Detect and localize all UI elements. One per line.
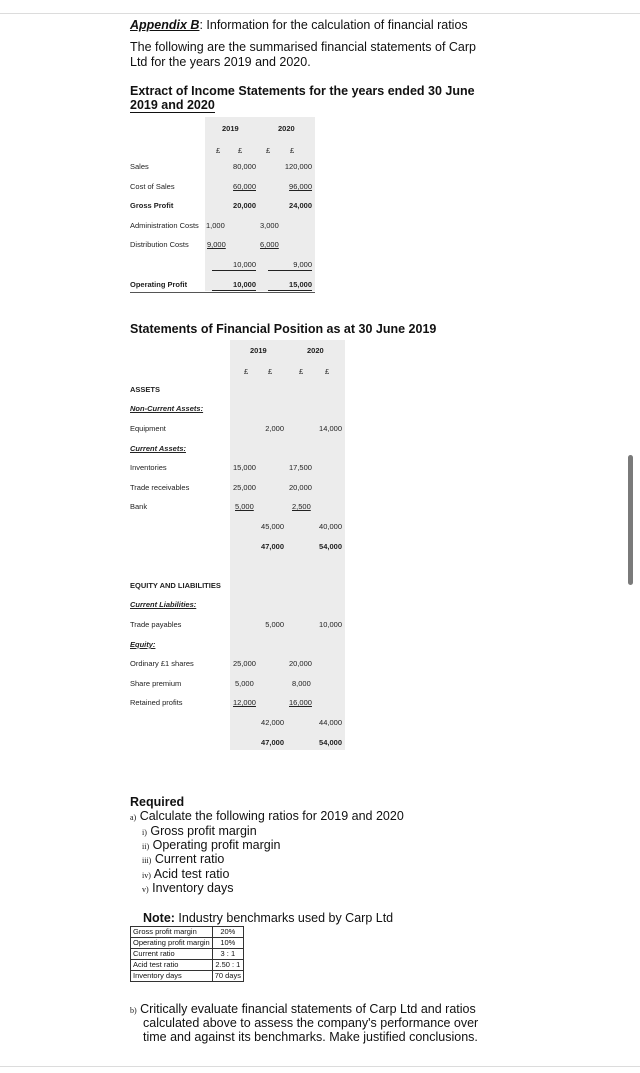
ratio-number: i) bbox=[142, 828, 147, 837]
ratio-number: iv) bbox=[142, 871, 151, 880]
sofp-equipment-2019: 2,000 bbox=[265, 424, 284, 433]
sofp-eq-total-2019: 42,000 bbox=[261, 718, 284, 727]
required-part-b bbox=[130, 1002, 476, 1016]
required-heading: Required bbox=[130, 795, 185, 809]
income-gp-2020: 24,000 bbox=[289, 201, 312, 210]
income-cos-2019: 60,000 bbox=[233, 182, 256, 191]
sofp-premium-2020: 8,000 bbox=[292, 679, 311, 688]
income-sales-2019: 80,000 bbox=[233, 162, 256, 171]
part-b-line-1: Critically evaluate financial statements of Carp Ltd and ratios bbox=[140, 1002, 476, 1016]
sofp-equipment-label: Equipment bbox=[130, 424, 166, 433]
income-admin-label: Administration Costs bbox=[130, 221, 199, 230]
sofp-premium-label: Share premium bbox=[130, 679, 182, 688]
sofp-current-heading: Current Assets: bbox=[130, 444, 186, 453]
sofp-ca-total-2020: 40,000 bbox=[319, 522, 342, 531]
income-title-line-2: 2019 and 2020 bbox=[130, 98, 215, 112]
income-costs-total-2019: 10,000 bbox=[212, 260, 256, 271]
sofp-currency-3: £ bbox=[299, 367, 304, 376]
ratio-number: iii) bbox=[142, 856, 152, 865]
income-cos-label: Cost of Sales bbox=[130, 182, 175, 191]
sofp-currency-4: £ bbox=[325, 367, 330, 376]
ratio-text: Inventory days bbox=[152, 881, 234, 895]
sofp-payables-2020: 10,000 bbox=[319, 620, 342, 629]
income-op-2020: 15,000 bbox=[268, 280, 312, 291]
sofp-receivables-label: Trade receivables bbox=[130, 483, 190, 492]
income-year-2020: 2020 bbox=[278, 124, 295, 133]
sofp-ca-total-2019: 45,000 bbox=[261, 522, 284, 531]
sofp-year-2020: 2020 bbox=[307, 346, 324, 355]
sofp-inventories-2019: 15,000 bbox=[233, 463, 256, 472]
benchmark-value: 10% bbox=[212, 938, 243, 949]
top-divider bbox=[0, 13, 640, 14]
income-sales-2020: 120,000 bbox=[284, 162, 312, 171]
part-b-number: b) bbox=[130, 1006, 137, 1015]
ratio-text: Acid test ratio bbox=[153, 867, 230, 881]
sofp-bank-2019: 5,000 bbox=[235, 502, 254, 511]
ratio-text: Current ratio bbox=[154, 852, 225, 866]
appendix-heading bbox=[130, 18, 468, 32]
part-a-number: a) bbox=[130, 813, 137, 822]
table-row bbox=[131, 949, 244, 960]
sofp-bank-label: Bank bbox=[130, 502, 148, 511]
sofp-receivables-2020: 20,000 bbox=[289, 483, 312, 492]
benchmark-value: 20% bbox=[212, 927, 243, 938]
appendix-label: Appendix B bbox=[130, 18, 200, 32]
table-row bbox=[131, 938, 244, 949]
sofp-receivables-2019: 25,000 bbox=[233, 483, 256, 492]
income-year-2019: 2019 bbox=[222, 124, 239, 133]
sofp-retained-2019: 12,000 bbox=[233, 698, 256, 707]
vertical-scrollbar[interactable] bbox=[628, 455, 633, 585]
income-dist-2020: 6,000 bbox=[260, 240, 279, 249]
ratio-item-1 bbox=[142, 824, 257, 838]
benchmark-table bbox=[130, 926, 244, 982]
sofp-bank-2020: 2,500 bbox=[292, 502, 311, 511]
required-part-a bbox=[130, 809, 404, 823]
benchmark-note bbox=[143, 911, 393, 925]
benchmark-value: 70 days bbox=[212, 971, 243, 982]
sofp-premium-2019: 5,000 bbox=[235, 679, 254, 688]
sofp-current-liab-heading: Current Liabilities: bbox=[130, 600, 197, 609]
part-b-line-2: calculated above to assess the company's performance over bbox=[143, 1016, 479, 1030]
sofp-currency-2: £ bbox=[268, 367, 273, 376]
sofp-equity-heading: Equity: bbox=[130, 640, 156, 649]
ratio-item-3 bbox=[142, 852, 224, 866]
sofp-year-2019: 2019 bbox=[250, 346, 267, 355]
sofp-el-total-2020: 54,000 bbox=[319, 738, 342, 747]
income-dist-2019: 9,000 bbox=[207, 240, 226, 249]
intro-line-2: Ltd for the years 2019 and 2020. bbox=[130, 55, 311, 69]
income-bottom-rule bbox=[130, 292, 315, 293]
income-currency-1: £ bbox=[216, 146, 221, 155]
sofp-eq-liab-heading: EQUITY AND LIABILITIES bbox=[130, 581, 221, 590]
sofp-shares-label: Ordinary £1 shares bbox=[130, 659, 194, 668]
bottom-divider bbox=[0, 1066, 640, 1067]
sofp-shares-2019: 25,000 bbox=[233, 659, 256, 668]
sofp-assets-heading: ASSETS bbox=[130, 385, 161, 394]
ratio-item-2 bbox=[142, 838, 280, 852]
ratio-text: Gross profit margin bbox=[150, 824, 257, 838]
note-label: Note: bbox=[143, 911, 175, 925]
sofp-assets-total-2020: 54,000 bbox=[319, 542, 342, 551]
income-op-label: Operating Profit bbox=[130, 280, 188, 289]
ratio-item-4 bbox=[142, 867, 229, 881]
benchmark-label: Operating profit margin bbox=[131, 938, 213, 949]
income-sales-label: Sales bbox=[130, 162, 149, 171]
sofp-currency-1: £ bbox=[244, 367, 249, 376]
sofp-eq-total-2020: 44,000 bbox=[319, 718, 342, 727]
part-a-text: Calculate the following ratios for 2019 and 2020 bbox=[139, 809, 404, 823]
benchmark-value: 3 : 1 bbox=[212, 949, 243, 960]
table-row bbox=[131, 971, 244, 982]
part-b-line-3: time and against its benchmarks. Make justified conclusions. bbox=[143, 1030, 478, 1044]
sofp-inventories-label: Inventories bbox=[130, 463, 167, 472]
income-costs-total-2020: 9,000 bbox=[268, 260, 312, 271]
sofp-non-current-heading: Non-Current Assets: bbox=[130, 404, 204, 413]
income-admin-2020: 3,000 bbox=[260, 221, 279, 230]
income-dist-label: Distribution Costs bbox=[130, 240, 189, 249]
ratio-item-5 bbox=[142, 881, 233, 895]
benchmark-label: Current ratio bbox=[131, 949, 213, 960]
sofp-assets-total-2019: 47,000 bbox=[261, 542, 284, 551]
table-row bbox=[131, 960, 244, 971]
ratio-number: ii) bbox=[142, 842, 150, 851]
intro-line-1: The following are the summarised financial statements of Carp bbox=[130, 40, 476, 54]
sofp-title: Statements of Financial Position as at 30 June 2019 bbox=[130, 322, 437, 336]
income-op-2019: 10,000 bbox=[212, 280, 256, 291]
benchmark-label: Gross profit margin bbox=[131, 927, 213, 938]
benchmark-label: Inventory days bbox=[131, 971, 213, 982]
income-currency-4: £ bbox=[290, 146, 295, 155]
benchmark-value: 2.50 : 1 bbox=[212, 960, 243, 971]
sofp-shares-2020: 20,000 bbox=[289, 659, 312, 668]
income-title-line-1: Extract of Income Statements for the years ended 30 June bbox=[130, 84, 475, 98]
income-admin-2019: 1,000 bbox=[206, 221, 225, 230]
note-text: Industry benchmarks used by Carp Ltd bbox=[174, 911, 394, 925]
sofp-payables-2019: 5,000 bbox=[265, 620, 284, 629]
appendix-heading-text: : Information for the calculation of financial ratios bbox=[199, 18, 468, 32]
ratio-text: Operating profit margin bbox=[152, 838, 281, 852]
sofp-retained-2020: 16,000 bbox=[289, 698, 312, 707]
income-currency-3: £ bbox=[266, 146, 271, 155]
income-gp-label: Gross Profit bbox=[130, 201, 174, 210]
sofp-inventories-2020: 17,500 bbox=[289, 463, 312, 472]
benchmark-label: Acid test ratio bbox=[131, 960, 213, 971]
sofp-payables-label: Trade payables bbox=[130, 620, 182, 629]
income-cos-2020: 96,000 bbox=[289, 182, 312, 191]
income-gp-2019: 20,000 bbox=[233, 201, 256, 210]
income-currency-2: £ bbox=[238, 146, 243, 155]
sofp-equipment-2020: 14,000 bbox=[319, 424, 342, 433]
sofp-retained-label: Retained profits bbox=[130, 698, 183, 707]
sofp-el-total-2019: 47,000 bbox=[261, 738, 284, 747]
ratio-number: v) bbox=[142, 885, 149, 894]
table-row bbox=[131, 927, 244, 938]
